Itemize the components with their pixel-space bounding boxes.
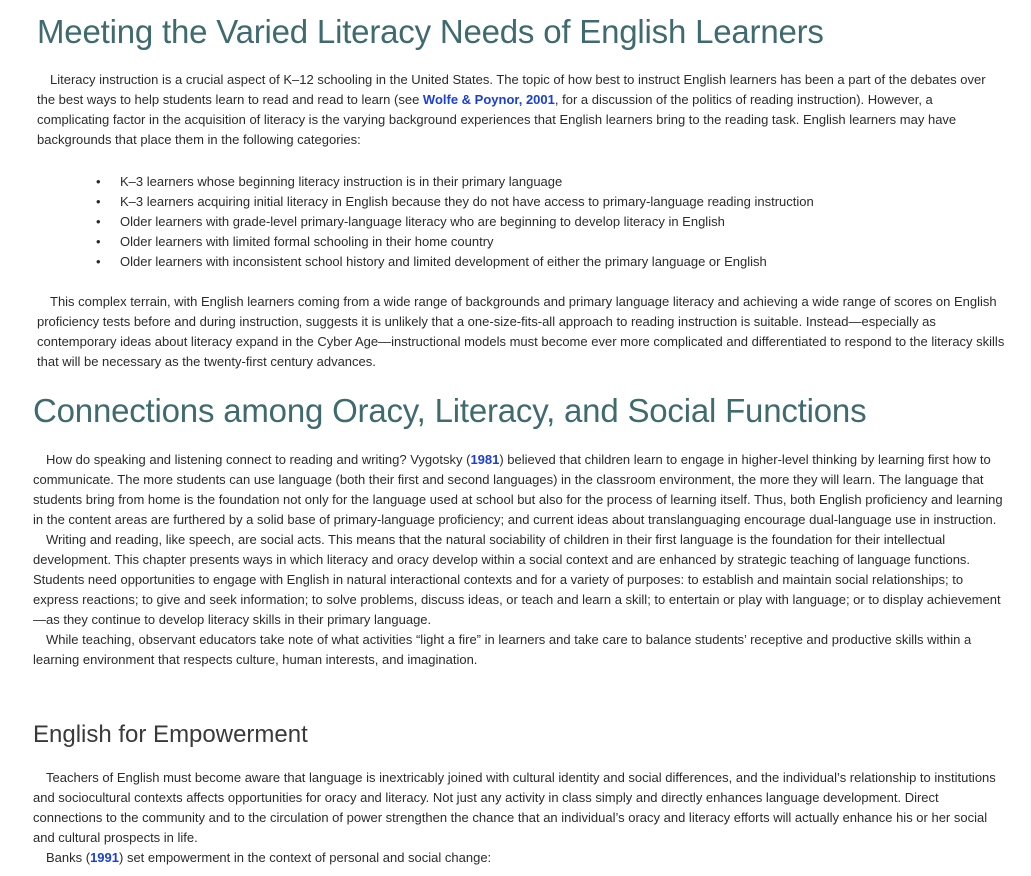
citation-link-banks-1991[interactable]: 1991 [90,850,119,865]
list-item-text: K–3 learners acquiring initial literacy in English because they do not have access to primary-language reading instruction [120,194,814,209]
list-item-text: Older learners with limited formal schooling in their home country [120,234,494,249]
section3-paragraphs [33,768,1008,868]
section3-para2-text-a: Banks ( [46,850,91,865]
section1-para1-text-a: Literacy instruction is a crucial aspect of K–12 schooling in the United States. The topic of how best to instruct English learners has been a part of the debates over the best ways to help students learn to read and read to learn (see [37,72,986,107]
section2-para1-text-b: ) believed that children learn to engage in higher-level thinking by learning first how to communicate. The more students can use language (both their first and second languages) in the classroom environment, the more they will learn. The language that students bring from home is the foundation not only for the language used at school but also for the process of learning itself. Thus, both English proficiency and learning in the content areas are furthered by a solid base of primary-language proficiency; and current ideas about translanguaging encourage dual-language use in instruction. [33,452,1003,527]
section-heading-empowerment: English for Empowerment [33,721,308,748]
section2-paragraphs [33,450,1008,670]
bullet-icon: • [96,214,101,229]
list-item-text: K–3 learners whose beginning literacy instruction is in their primary language [120,174,563,189]
list-item [96,252,814,272]
section2-para1-text-a: How do speaking and listening connect to reading and writing? Vygotsky ( [46,452,471,467]
section1-para1-text-b: , for a discussion of the politics of reading instruction). However, a complicating factor in the acquisition of literacy is the varying background experiences that English learners bring to the reading task. English learners may have backgrounds that place them in the following categories: [37,92,957,147]
section1-para2-text: This complex terrain, with English learners coming from a wide range of backgrounds and primary language literacy and achieving a wide range of scores on English proficiency tests before and during instruction, suggests it is unlikely that a one-size-fits-all approach to reading instruction is suitable. Instead—especially as contemporary ideas about literacy expand in the Cyber Age—instructional models must become ever more complicated and differentiated to respond to the literacy skills that will be necessary as the twenty-first century advances. [37,294,1005,369]
citation-link-vygotsky-1981[interactable]: 1981 [470,452,500,467]
section-heading-literacy-needs: Meeting the Varied Literacy Needs of English Learners [37,13,824,50]
bullet-icon: • [96,234,101,249]
section1-paragraph-2 [37,292,1012,372]
bullet-icon: • [96,254,101,269]
section2-para3-text: While teaching, observant educators take note of what activities “light a fire” in learners and take care to balance students’ receptive and productive skills within a learning environment that respects culture, human interests, and imagination. [33,632,972,667]
list-item [96,232,814,252]
list-item [96,212,814,232]
list-item [96,172,814,192]
section2-para2-text: Writing and reading, like speech, are social acts. This means that the natural sociability of children in their first language is the foundation for their intellectual development. This chapter presents ways in which literacy and oracy develop within a social context and are enhanced by strategic teaching of language functions. Students need opportunities to engage with English in natural interactional contexts and for a variety of purposes: to establish and maintain social relationships; to express reactions; to give and seek information; to solve problems, discuss ideas, or teach and learn a skill; to entertain or play with language; or to display achievement—as they continue to develop literacy skills in their primary language. [33,532,1001,627]
section3-para2-text-b: ) set empowerment in the context of personal and social change: [119,850,492,865]
list-item [96,192,814,212]
section3-para1-text: Teachers of English must become aware that language is inextricably joined with cultural identity and social differences, and the individual’s relationship to institutions and sociocultural contexts affects opportunities for oracy and literacy. Not just any activity in class simply and directly enhances language development. Direct connections to the community and to the circulation of power strengthen the chance that an individual’s oracy and literacy efforts will actually enhance his or her social and cultural prospects in life. [33,770,996,845]
section1-paragraph-1 [37,70,997,150]
list-item-text: Older learners with inconsistent school history and limited development of either the primary language or English [120,254,767,269]
citation-link-wolfe-poynor[interactable]: Wolfe & Poynor, 2001 [422,92,555,107]
bullet-icon: • [96,174,101,189]
background-categories-list [96,172,814,272]
bullet-icon: • [96,194,101,209]
section-heading-oracy-literacy: Connections among Oracy, Literacy, and Social Functions [33,392,867,429]
list-item-text: Older learners with grade-level primary-language literacy who are beginning to develop literacy in English [120,214,725,229]
